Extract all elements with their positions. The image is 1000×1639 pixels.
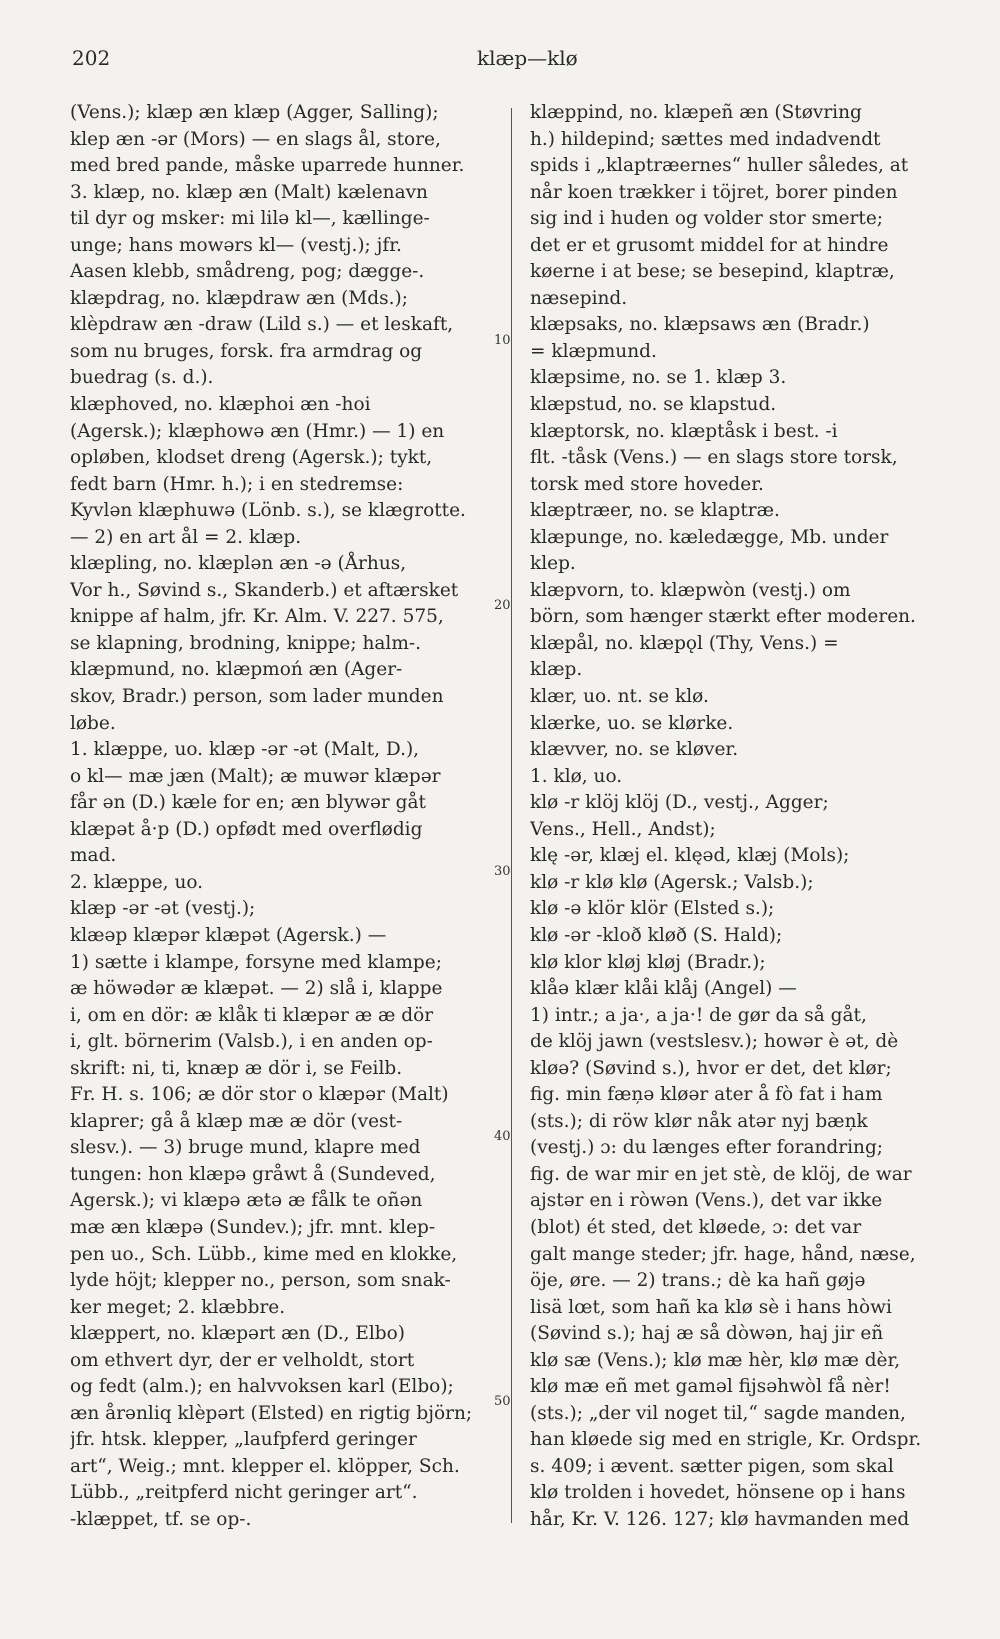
text-line: unge; hans mowərs kl— (vestj.); jfr.: [70, 234, 402, 256]
column-divider: [511, 108, 512, 1523]
line-number: 50: [494, 1394, 511, 1409]
text-line: torsk med store hoveder.: [530, 473, 764, 495]
text-line: slesv.). — 3) bruge mund, klapre med: [70, 1137, 421, 1159]
text-line: klæpunge, no. kæledægge, Mb. under: [530, 526, 889, 548]
text-line: 2. klæppe, uo.: [70, 871, 204, 893]
text-line: Vens., Hell., Andst);: [530, 818, 716, 840]
text-line: klær, uo. nt. se klø.: [530, 686, 709, 708]
text-line: klæppert, no. klæpərt æn (D., Elbo): [70, 1323, 405, 1345]
text-line: hår, Kr. V. 126. 127; klø havmanden med: [530, 1508, 910, 1530]
text-line: lyde höjt; klepper no., person, som snak-: [70, 1270, 451, 1292]
text-line: galt mange steder; jfr. hage, hånd, næse,: [530, 1243, 916, 1265]
text-line: til dyr og msker: mi lilə kl—, kællinge-: [70, 208, 430, 230]
text-line: klø -ə klör klör (Elsted s.);: [530, 898, 775, 920]
text-line: (vestj.) ɔ: du længes efter forandring;: [530, 1137, 884, 1159]
text-line: opløben, klodset dreng (Agersk.); tykt,: [70, 447, 433, 469]
text-line: (sts.); „der vil noget til,“ sagde manden,: [530, 1402, 906, 1424]
text-line: når koen trækker i töjret, borer pinden: [530, 181, 898, 203]
line-number: 10: [494, 333, 511, 348]
text-line: klæpling, no. klæplən æn -ə (Århus,: [70, 553, 407, 575]
text-line: klę -ər, klæj el. klęəd, klæj (Mols);: [530, 845, 850, 867]
text-line: klæphoved, no. klæphoi æn -hoi: [70, 394, 371, 416]
text-line: (Vens.); klæp æn klæp (Agger, Salling);: [70, 102, 439, 123]
text-line: -klæppet, tf. se op-.: [70, 1508, 252, 1530]
text-line: klø -ər -kloð kløð (S. Hald);: [530, 924, 783, 946]
text-line: klep.: [530, 553, 576, 575]
text-line: spids i „klaptræernes“ huller således, at: [530, 155, 909, 177]
text-line: Lübb., „reitpferd nicht geringer art“.: [70, 1482, 418, 1504]
text-line: klèpdraw æn -draw (Lild s.) — et leskaft,: [70, 314, 454, 336]
text-line: börn, som hænger stærkt efter moderen.: [530, 606, 916, 628]
text-line: de klöj jawn (vestslesv.); howər è ət, dè: [530, 1031, 899, 1053]
text-line: knippe af halm, jfr. Kr. Alm. V. 227. 575,: [70, 606, 444, 628]
text-line: 1) intr.; a ja·, a ja·! de gør da så gåt,: [530, 1004, 867, 1026]
running-head: klæp—klø: [477, 46, 578, 70]
text-line: s. 409; i ævent. sætter pigen, som skal: [530, 1455, 894, 1477]
text-line: 1) sætte i klampe, forsyne med klampe;: [70, 951, 442, 973]
text-line: mæ æn klæpə (Sundev.); jfr. mnt. klep-: [70, 1216, 436, 1238]
text-line: o kl— mæ jæn (Malt); æ muwər klæpər: [70, 765, 441, 787]
text-line: om ethvert dyr, der er velholdt, stort: [70, 1349, 415, 1371]
text-line: klæp.: [530, 659, 583, 681]
text-line: klæptræer, no. se klaptræ.: [530, 500, 780, 522]
text-line: Fr. H. s. 106; æ dör stor o klæpər (Malt): [70, 1084, 449, 1106]
text-line: klæpsaks, no. klæpsaws æn (Bradr.): [530, 314, 870, 336]
text-line: Aasen klebb, smådreng, pog; dægge-.: [70, 261, 425, 283]
text-line: fig. min fæņə kløər ater å fò fat i ham: [530, 1084, 883, 1106]
text-line: tungen: hon klæpə gråwt å (Sundeved,: [70, 1163, 436, 1185]
text-line: som nu bruges, forsk. fra armdrag og: [70, 340, 423, 362]
text-line: öje, øre. — 2) trans.; dè ka hañ gøjə: [530, 1270, 866, 1292]
text-line: klæpdrag, no. klæpdraw æn (Mds.);: [70, 287, 408, 309]
text-line: klø -r klø klø (Agersk.; Valsb.);: [530, 871, 814, 893]
text-line: klø -r klöj klöj (D., vestj., Agger;: [530, 792, 829, 814]
text-line: skov, Bradr.) person, som lader munden: [70, 686, 444, 708]
text-line: med bred pande, måske uparrede hunner.: [70, 155, 465, 177]
text-line: flt. -tåsk (Vens.) — en slags store torsk,: [530, 447, 898, 469]
text-line: = klæpmund.: [530, 340, 657, 362]
text-line: sig ind i huden og volder stor smerte;: [530, 208, 884, 230]
text-line: klæpstud, no. se klapstud.: [530, 394, 777, 416]
text-line: løbe.: [70, 712, 116, 734]
text-line: i, om en dör: æ klåk ti klæpər æ æ dör: [70, 1004, 434, 1026]
text-line: klæpsime, no. se 1. klæp 3.: [530, 367, 787, 389]
text-line: det er et grusomt middel for at hindre: [530, 234, 889, 256]
text-line: han kløede sig med en strigle, Kr. Ordspr.: [530, 1429, 922, 1451]
text-line: h.) hildepind; sættes med indadvendt: [530, 128, 881, 150]
left-column: [70, 100, 502, 1534]
text-line: (Agersk.); klæphowə æn (Hmr.) — 1) en: [70, 420, 445, 442]
text-line: klø sæ (Vens.); klø mæ hèr, klø mæ dèr,: [530, 1349, 901, 1371]
text-line: klaprer; gå å klæp mæ æ dör (vest-: [70, 1110, 403, 1132]
text-line: klæpət å·p (D.) opfødt med overflødig: [70, 818, 423, 840]
text-line: og fedt (alm.); en halvvoksen karl (Elbo);: [70, 1376, 454, 1398]
text-line: klæəp klæpər klæpət (Agersk.) —: [70, 924, 387, 946]
page-header: [72, 46, 960, 76]
text-line: art“, Weig.; mnt. klepper el. klöpper, Sch.: [70, 1455, 460, 1477]
line-number: 30: [494, 864, 511, 879]
text-line: køerne i at bese; se besepind, klaptræ,: [530, 261, 895, 283]
text-line: Kyvlən klæphuwə (Lönb. s.), se klægrotte.: [70, 500, 466, 522]
text-line: æn årənliq klèpərt (Elsted) en rigtig björn;: [70, 1402, 473, 1424]
text-line: klep æn -ər (Mors) — en slags ål, store,: [70, 128, 441, 150]
text-line: mad.: [70, 845, 117, 867]
text-line: klæptorsk, no. klæptåsk i best. -i: [530, 420, 838, 442]
text-line: ajstər en i ròwən (Vens.), det var ikke: [530, 1190, 883, 1212]
text-line: kløə? (Søvind s.), hvor er det, det klør;: [530, 1057, 892, 1079]
text-line: i, glt. börnerim (Valsb.), i en anden op-: [70, 1031, 433, 1053]
text-line: æ höwədər æ klæpət. — 2) slå i, klappe: [70, 978, 443, 1000]
text-line: klø mæ eñ met gaməl fijsəhwòl få nèr!: [530, 1376, 891, 1398]
text-line: — 2) en art ål = 2. klæp.: [70, 526, 302, 548]
text-line: klø trolden i hovedet, hönsene op i hans: [530, 1482, 906, 1504]
text-line: klæppind, no. klæpeñ æn (Støvring: [530, 102, 862, 123]
text-line: 1. klø, uo.: [530, 765, 623, 787]
line-number: 20: [494, 598, 511, 613]
text-line: 3. klæp, no. klæp æn (Malt) kælenavn: [70, 181, 428, 203]
text-line: 1. klæppe, uo. klæp -ər -ət (Malt, D.),: [70, 739, 420, 761]
text-line: klæpål, no. klæpǫl (Thy, Vens.) =: [530, 632, 839, 654]
text-line: lisä lœt, som hañ ka klø sè i hans hòwi: [530, 1296, 892, 1318]
text-line: pen uo., Sch. Lübb., kime med en klokke,: [70, 1243, 458, 1265]
text-line: (Søvind s.); haj æ så dòwən, haj jir eñ: [530, 1323, 884, 1345]
text-line: klærke, uo. se klørke.: [530, 712, 734, 734]
text-line: buedrag (s. d.).: [70, 367, 214, 389]
text-line: klåə klær klåi klåj (Angel) —: [530, 978, 797, 1000]
line-number: 40: [494, 1129, 511, 1144]
text-line: klæpvorn, to. klæpwòn (vestj.) om: [530, 579, 851, 601]
text-line: skrift: ni, ti, knæp æ dör i, se Feilb.: [70, 1057, 403, 1079]
text-line: ker meget; 2. klæbbre.: [70, 1296, 286, 1318]
page-number: 202: [72, 46, 111, 70]
text-line: (sts.); di röw klør nåk atər nyj bæņk: [530, 1110, 868, 1132]
text-line: jfr. htsk. klepper, „laufpferd geringer: [70, 1429, 417, 1451]
text-line: klævver, no. se kløver.: [530, 739, 739, 761]
text-line: Vor h., Søvind s., Skanderb.) et aftærsket: [70, 579, 459, 601]
text-line: Agersk.); vi klæpə ætə æ fålk te oñən: [70, 1190, 423, 1212]
text-line: fedt barn (Hmr. h.); i en stedremse:: [70, 473, 404, 495]
text-line: klø klor kløj kløj (Bradr.);: [530, 951, 766, 973]
text-line: (blot) ét sted, det kløede, ɔ: det var: [530, 1216, 862, 1238]
text-line: fig. de war mir en jet stè, de klöj, de war: [530, 1163, 912, 1185]
right-column: [530, 100, 955, 1534]
text-line: klæp -ər -ət (vestj.);: [70, 898, 256, 920]
text-line: får ən (D.) kæle for en; æn blywər gåt: [70, 792, 426, 814]
text-line: klæpmund, no. klæpmoń æn (Ager-: [70, 659, 403, 681]
text-line: næsepind.: [530, 287, 628, 309]
text-line: se klapning, brodning, knippe; halm-.: [70, 632, 422, 654]
